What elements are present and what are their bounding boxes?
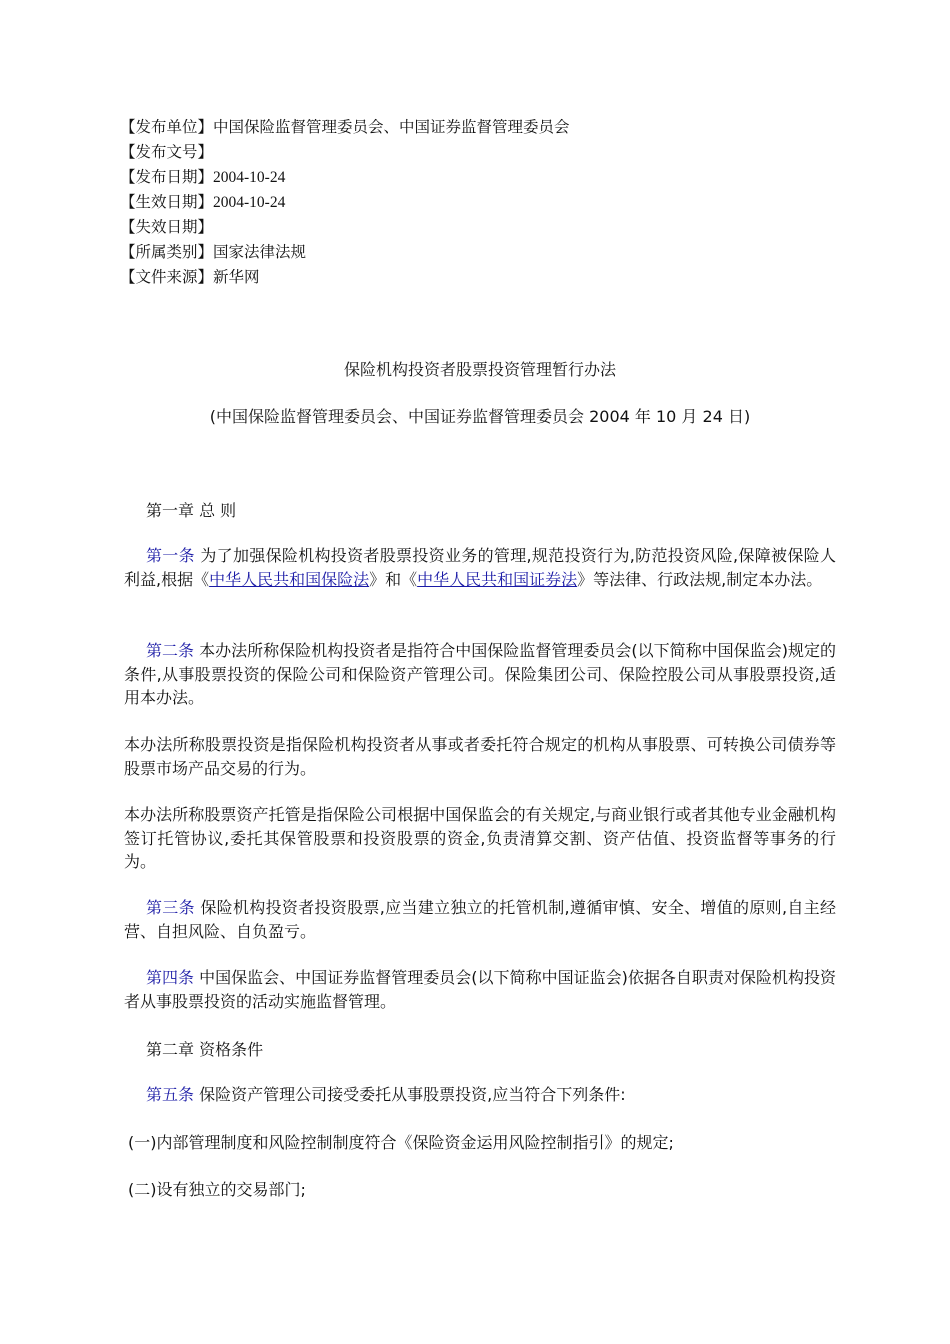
meta-issuer: [120, 115, 570, 140]
meta-label: 【发布文号】: [120, 143, 214, 161]
meta-category: [120, 240, 570, 265]
meta-label: 【发布日期】: [120, 168, 214, 186]
article-4: [124, 966, 836, 1013]
list-item: (二)设有独立的交易部门;: [128, 1180, 306, 1199]
article-label: 第四条: [146, 968, 195, 987]
list-item: (一)内部管理制度和风险控制制度符合《保险资金运用风险控制指引》的规定;: [128, 1133, 674, 1152]
meta-effective-date: [120, 190, 570, 215]
meta-label: 【发布单位】: [120, 118, 214, 136]
article-text: 》等法律、行政法规,制定本办法。: [577, 569, 823, 589]
article-5: [124, 1083, 836, 1107]
article-text: 保险机构投资者投资股票,应当建立独立的托管机制,遵循审慎、安全、增值的原则,自主经营、自担风险、自负盈亏。: [124, 898, 836, 941]
article-text: 中国保监会、中国证券监督管理委员会(以下简称中国证监会)依据各自职责对保险机构投资者从事股票投资的活动实施监督管理。: [124, 968, 836, 1011]
meta-value: 2004-10-24: [213, 194, 286, 211]
meta-expiry-date: [120, 215, 570, 240]
article-text: 本办法所称保险机构投资者是指符合中国保险监督管理委员会(以下简称中国保监会)规定的条件,从事股票投资的保险公司和保险资产管理公司。保险集团公司、保险控股公司从事股票投资,适用本办法。: [124, 641, 836, 707]
insurance-law-link[interactable]: 中华人民共和国保险法: [209, 569, 370, 589]
article-text: 为了加强保险机构投资者股票投资业务的管理,规范投资行为,防范投资风险,保障被保险人利益,根据《: [124, 546, 836, 589]
article-label: 第五条: [146, 1085, 195, 1104]
article-2: [124, 639, 836, 710]
article-1: [124, 544, 836, 591]
document-subtitle: (中国保险监督管理委员会、中国证券监督管理委员会 2004 年 10 月 24 日): [209, 407, 751, 426]
article-label: 第二条: [146, 641, 195, 660]
meta-doc-number: [120, 140, 570, 165]
meta-value: 中国保险监督管理委员会、中国证券监督管理委员会: [213, 118, 570, 136]
meta-value: 2004-10-24: [213, 169, 286, 186]
meta-value: 新华网: [213, 268, 260, 286]
article-text: 》和《: [369, 569, 418, 589]
meta-label: 【生效日期】: [120, 193, 214, 211]
chapter-heading-1: 第一章 总 则: [146, 501, 237, 520]
article-text: 保险资产管理公司接受委托从事股票投资,应当符合下列条件:: [194, 1085, 626, 1104]
article-label: 第三条: [146, 898, 195, 917]
meta-issue-date: [120, 165, 570, 190]
paragraph-stock-custody: 本办法所称股票资产托管是指保险公司根据中国保监会的有关规定,与商业银行或者其他专业金融机构签订托管协议,委托其保管股票和投资股票的资金,负责清算交割、资产估值、投资监督等事务的行为。: [124, 805, 836, 871]
article-label: 第一条: [146, 546, 195, 565]
securities-law-link[interactable]: 中华人民共和国证券法: [417, 569, 578, 589]
document-title: 保险机构投资者股票投资管理暂行办法: [343, 360, 616, 379]
article-3: [124, 896, 836, 943]
metadata-block: [120, 115, 570, 290]
meta-label: 【失效日期】: [120, 218, 214, 236]
chapter-heading-2: 第二章 资格条件: [146, 1040, 264, 1059]
paragraph-stock-investment: 本办法所称股票投资是指保险机构投资者从事或者委托符合规定的机构从事股票、可转换公司债券等股票市场产品交易的行为。: [124, 735, 836, 778]
meta-label: 【所属类别】: [120, 243, 214, 261]
meta-source: [120, 265, 570, 290]
meta-label: 【文件来源】: [120, 268, 214, 286]
meta-value: 国家法律法规: [213, 243, 307, 261]
